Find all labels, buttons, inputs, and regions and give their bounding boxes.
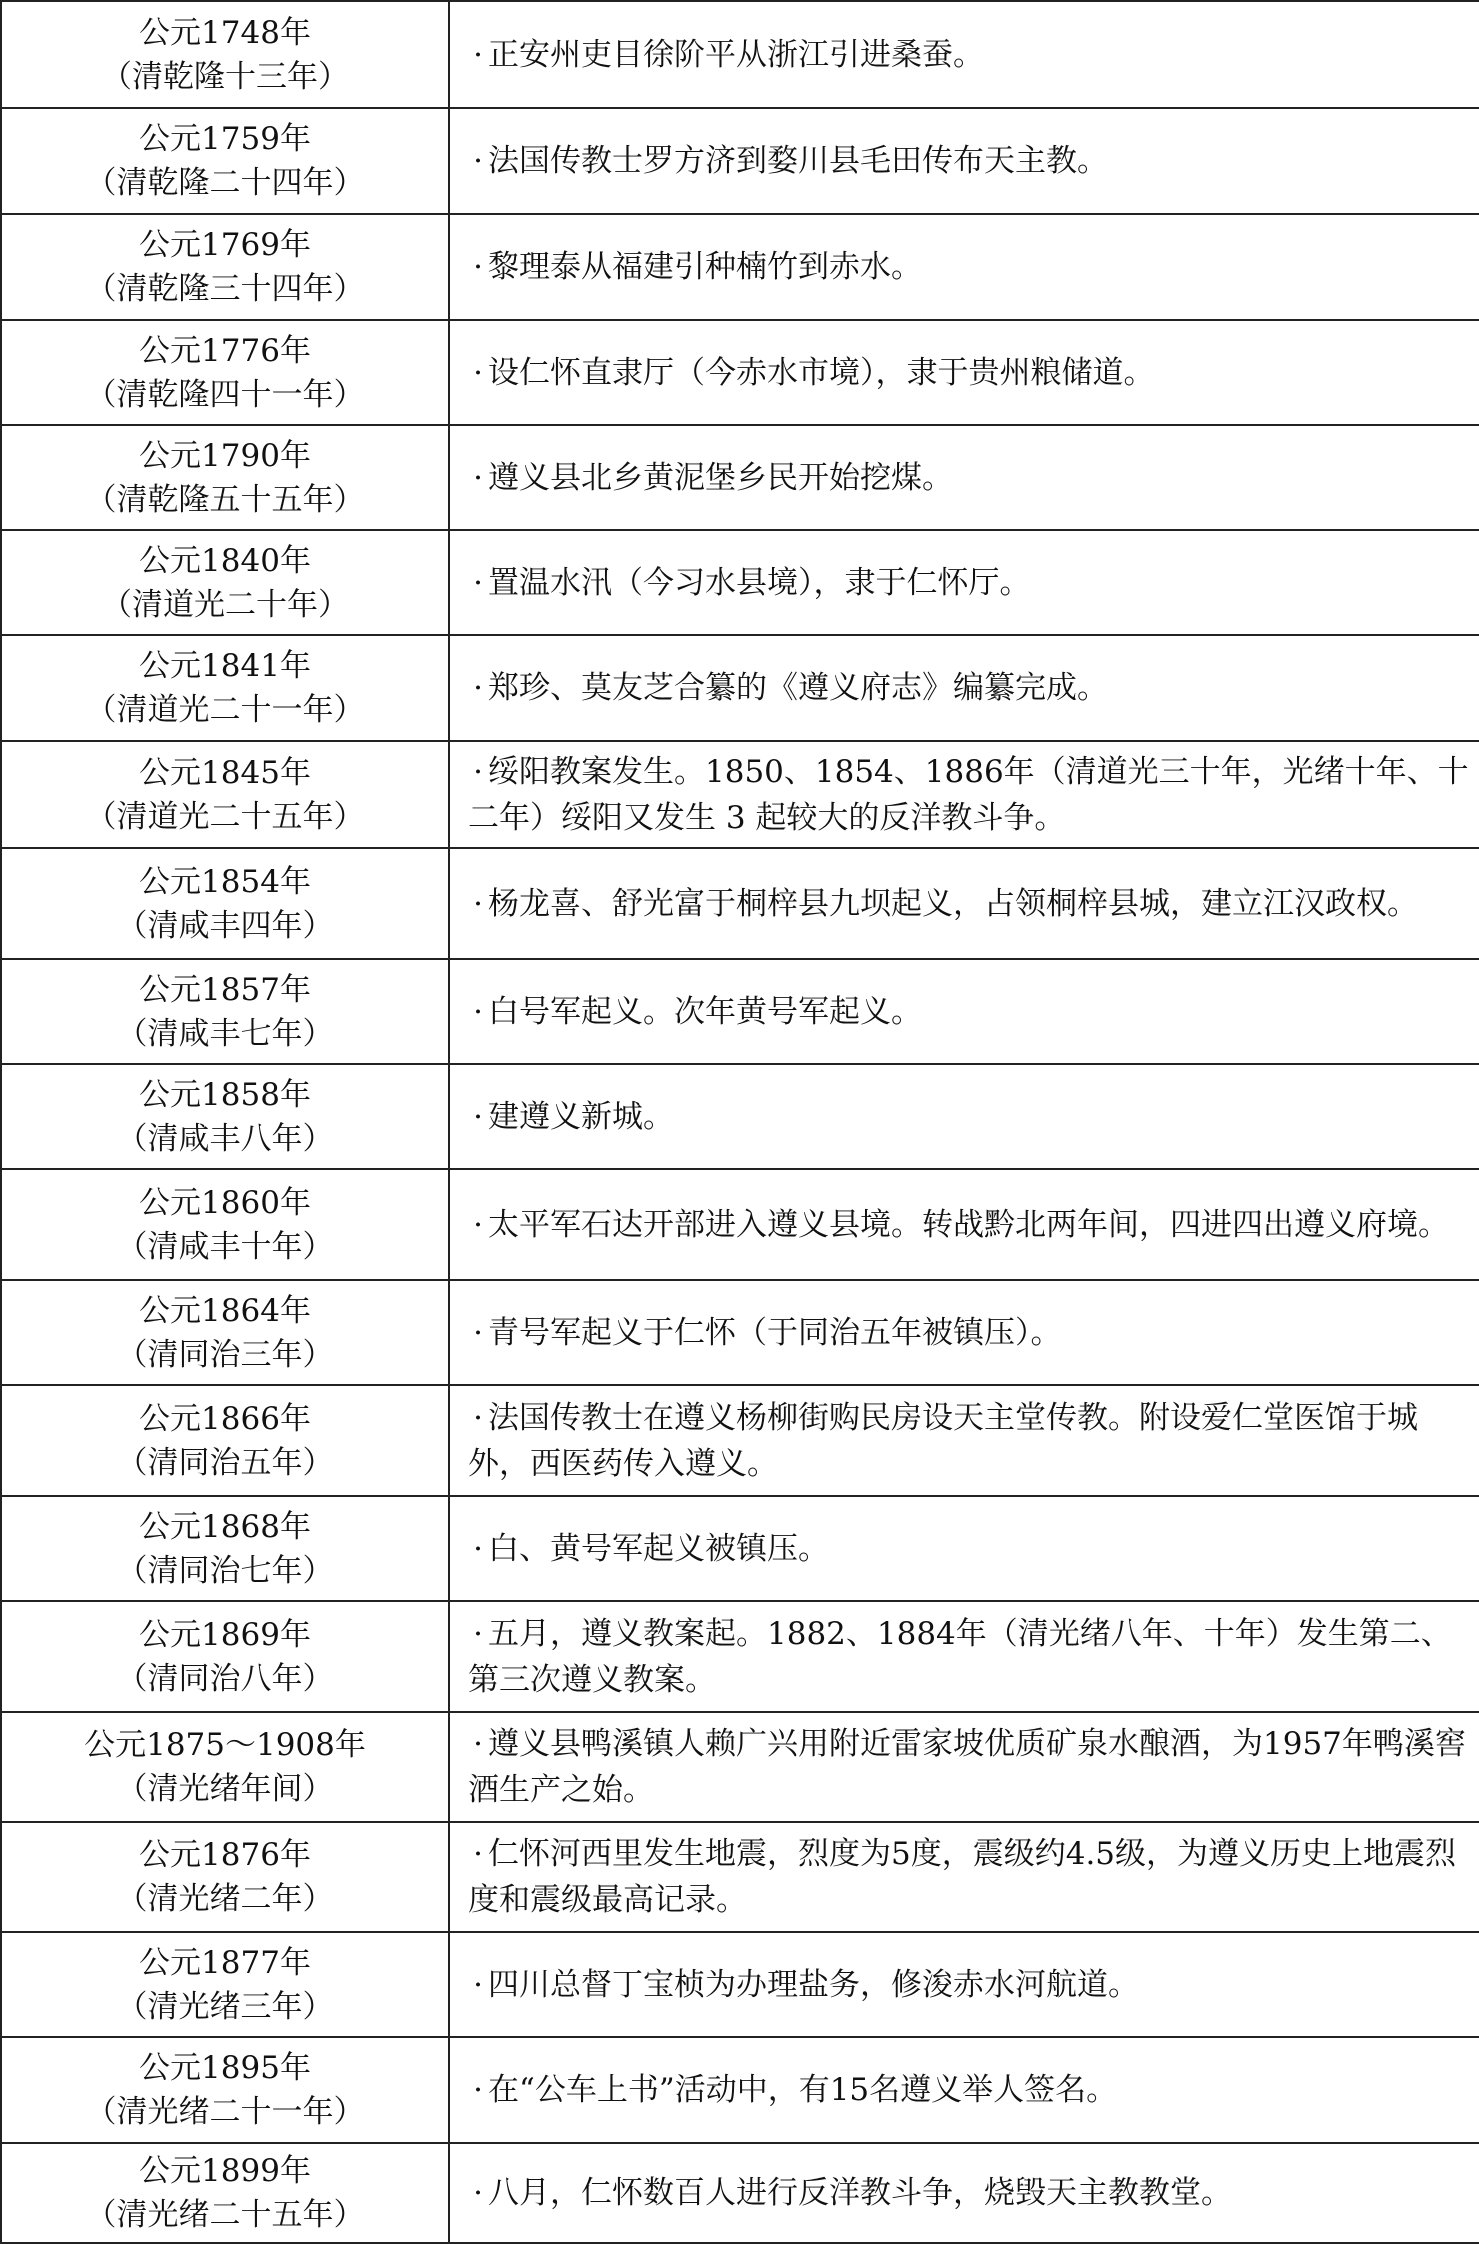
bullet-dot-icon: · (473, 1098, 483, 1135)
table-row (1, 848, 1479, 959)
year-text: 公元1876年 (139, 1837, 311, 1873)
year-text: 公元1748年 (139, 14, 311, 51)
event-text: 白号军起义。次年黄号军起义。 (488, 993, 922, 1030)
bullet-dot-icon: · (473, 1206, 483, 1243)
event-text: 设仁怀直隶厅（今赤水市境），隶于贵州粮储道。 (488, 354, 1155, 391)
bullet-dot-icon: · (473, 249, 483, 285)
event-cell (449, 635, 1479, 741)
table-row (1, 1, 1479, 108)
event-text: 正安州吏目徐阶平从浙江引进桑蚕。 (488, 36, 984, 73)
era-text: （清道光二十五年） (85, 798, 365, 835)
year-text: 公元1759年 (139, 121, 311, 157)
table-row (1, 2143, 1479, 2243)
event-text: 郑珍、莫友芝合纂的《遵义府志》编纂完成。 (488, 670, 1108, 706)
date-cell (1, 1, 449, 108)
date-cell (1, 425, 449, 530)
year-text: 公元1895年 (139, 2050, 311, 2086)
table-row (1, 1385, 1479, 1496)
table-row (1, 959, 1479, 1064)
date-cell (1, 1932, 449, 2037)
event-text: 太平军石达开部进入遵义县境。转战黔北两年间，四进四出遵义府境。 (488, 1206, 1449, 1243)
date-cell (1, 741, 449, 848)
date-cell (1, 1712, 449, 1822)
date-cell (1, 2037, 449, 2143)
event-cell (449, 1280, 1479, 1385)
bullet-dot-icon: · (473, 36, 483, 73)
event-text: 黎理泰从福建引种楠竹到赤水。 (488, 249, 922, 285)
table-row (1, 1496, 1479, 1601)
table-row (1, 1601, 1479, 1712)
era-text: （清同治三年） (116, 1336, 334, 1373)
year-text: 公元1769年 (139, 227, 311, 263)
event-text: 在“公车上书”活动中，有15名遵义举人签名。 (488, 2072, 1118, 2108)
table-row (1, 530, 1479, 635)
date-cell (1, 1385, 449, 1496)
event-cell (449, 959, 1479, 1064)
event-cell (449, 1169, 1479, 1280)
table-row (1, 108, 1479, 214)
bullet-dot-icon: · (473, 1615, 483, 1652)
era-text: （清光绪年间） (116, 1771, 334, 1807)
event-text: 白、黄号军起义被镇压。 (488, 1530, 829, 1567)
era-text: （清光绪二十一年） (85, 2094, 365, 2130)
era-text: （清乾隆三十四年） (85, 271, 365, 307)
date-cell (1, 1601, 449, 1712)
date-cell (1, 1280, 449, 1385)
era-text: （清光绪二十五年） (85, 2197, 365, 2233)
event-text: 四川总督丁宝桢为办理盐务，修浚赤水河航道。 (488, 1966, 1139, 2003)
era-text: （清同治八年） (116, 1660, 334, 1697)
date-cell (1, 635, 449, 741)
event-text: 五月，遵义教案起。1882、1884年（清光绪八年、十年）发生第二、第三次遵义教案。 (468, 1615, 1452, 1698)
event-cell (449, 530, 1479, 635)
event-cell (449, 1712, 1479, 1822)
event-text: 绥阳教案发生。1850、1854、1886年（清道光三十年，光绪十年、十二年）绥阳又发生 3 起较大的反洋教斗争。 (468, 753, 1469, 836)
table-row (1, 635, 1479, 741)
bullet-dot-icon: · (473, 1530, 483, 1567)
event-text: 仁怀河西里发生地震，烈度为5度，震级约4.5级，为遵义历史上地震烈度和震级最高记录。 (468, 1836, 1457, 1918)
table-row (1, 1064, 1479, 1169)
year-text: 公元1868年 (139, 1508, 311, 1545)
bullet-dot-icon: · (473, 1399, 483, 1436)
event-text: 法国传教士在遵义杨柳街购民房设天主堂传教。附设爱仁堂医馆于城外，西医药传入遵义。 (468, 1399, 1418, 1482)
event-text: 建遵义新城。 (488, 1098, 674, 1135)
era-text: （清咸丰八年） (116, 1120, 334, 1157)
bullet-dot-icon: · (473, 459, 483, 496)
event-text: 青号军起义于仁怀（于同治五年被镇压）。 (488, 1314, 1062, 1351)
year-text: 公元1866年 (139, 1400, 311, 1437)
event-text: 置温水汛（今习水县境），隶于仁怀厅。 (488, 564, 1031, 601)
era-text: （清道光二十一年） (85, 692, 365, 728)
event-cell (449, 108, 1479, 214)
era-text: （清光绪二年） (116, 1881, 334, 1917)
era-text: （清咸丰十年） (116, 1228, 334, 1265)
event-cell (449, 2037, 1479, 2143)
event-cell (449, 1064, 1479, 1169)
event-cell (449, 1, 1479, 108)
date-cell (1, 530, 449, 635)
year-text: 公元1858年 (139, 1076, 311, 1113)
event-cell (449, 214, 1479, 320)
date-cell (1, 2143, 449, 2243)
table-row (1, 2037, 1479, 2143)
year-text: 公元1840年 (139, 542, 311, 579)
bullet-dot-icon: · (473, 1314, 483, 1351)
bullet-dot-icon: · (473, 2072, 483, 2108)
event-text: 法国传教士罗方济到婺川县毛田传布天主教。 (488, 143, 1108, 179)
era-text: （清咸丰四年） (116, 907, 334, 944)
era-text: （清同治七年） (116, 1552, 334, 1589)
year-text: 公元1854年 (139, 863, 311, 900)
bullet-dot-icon: · (473, 1966, 483, 2003)
year-text: 公元1869年 (139, 1616, 311, 1653)
table-row (1, 1280, 1479, 1385)
year-text: 公元1877年 (139, 1944, 311, 1981)
bullet-dot-icon: · (473, 2175, 483, 2211)
event-text: 杨龙喜、舒光富于桐梓县九坝起义，占领桐梓县城，建立江汉政权。 (488, 885, 1418, 922)
event-cell (449, 1822, 1479, 1932)
table-row (1, 320, 1479, 425)
bullet-dot-icon: · (473, 885, 483, 922)
date-cell (1, 1496, 449, 1601)
event-cell (449, 320, 1479, 425)
event-cell (449, 741, 1479, 848)
bullet-dot-icon: · (473, 753, 483, 790)
era-text: （清乾隆五十五年） (85, 481, 365, 518)
era-text: （清同治五年） (116, 1444, 334, 1481)
date-cell (1, 959, 449, 1064)
event-text: 遵义县鸭溪镇人赖广兴用附近雷家坡优质矿泉水酿酒，为1957年鸭溪窖酒生产之始。 (468, 1726, 1466, 1808)
year-text: 公元1845年 (139, 754, 311, 791)
event-cell (449, 1601, 1479, 1712)
era-text: （清咸丰七年） (116, 1015, 334, 1052)
event-cell (449, 1932, 1479, 2037)
bullet-dot-icon: · (473, 564, 483, 601)
date-cell (1, 108, 449, 214)
date-cell (1, 848, 449, 959)
event-cell (449, 1385, 1479, 1496)
bullet-dot-icon: · (473, 1726, 483, 1762)
event-cell (449, 2143, 1479, 2243)
event-cell (449, 425, 1479, 530)
event-cell (449, 848, 1479, 959)
year-text: 公元1875～1908年 (84, 1727, 366, 1763)
year-text: 公元1841年 (139, 648, 311, 684)
date-cell (1, 214, 449, 320)
era-text: （清乾隆四十一年） (85, 376, 365, 413)
event-text: 八月，仁怀数百人进行反洋教斗争，烧毁天主教教堂。 (488, 2175, 1232, 2211)
table-row (1, 1169, 1479, 1280)
bullet-dot-icon: · (473, 143, 483, 179)
bullet-dot-icon: · (473, 1836, 483, 1872)
year-text: 公元1776年 (139, 332, 311, 369)
event-cell (449, 1496, 1479, 1601)
table-row (1, 741, 1479, 848)
era-text: （清乾隆十三年） (101, 58, 349, 95)
year-text: 公元1864年 (139, 1292, 311, 1329)
table-row (1, 1932, 1479, 2037)
era-text: （清道光二十年） (101, 586, 349, 623)
date-cell (1, 1169, 449, 1280)
table-row (1, 425, 1479, 530)
era-text: （清乾隆二十四年） (85, 165, 365, 201)
table-row (1, 1822, 1479, 1932)
date-cell (1, 1822, 449, 1932)
date-cell (1, 320, 449, 425)
table-row (1, 214, 1479, 320)
year-text: 公元1860年 (139, 1184, 311, 1221)
bullet-dot-icon: · (473, 993, 483, 1030)
table-row (1, 1712, 1479, 1822)
event-text: 遵义县北乡黄泥堡乡民开始挖煤。 (488, 459, 953, 496)
era-text: （清光绪三年） (116, 1988, 334, 2025)
year-text: 公元1899年 (139, 2153, 311, 2189)
bullet-dot-icon: · (473, 354, 483, 391)
date-cell (1, 1064, 449, 1169)
bullet-dot-icon: · (473, 670, 483, 706)
year-text: 公元1857年 (139, 971, 311, 1008)
year-text: 公元1790年 (139, 437, 311, 474)
